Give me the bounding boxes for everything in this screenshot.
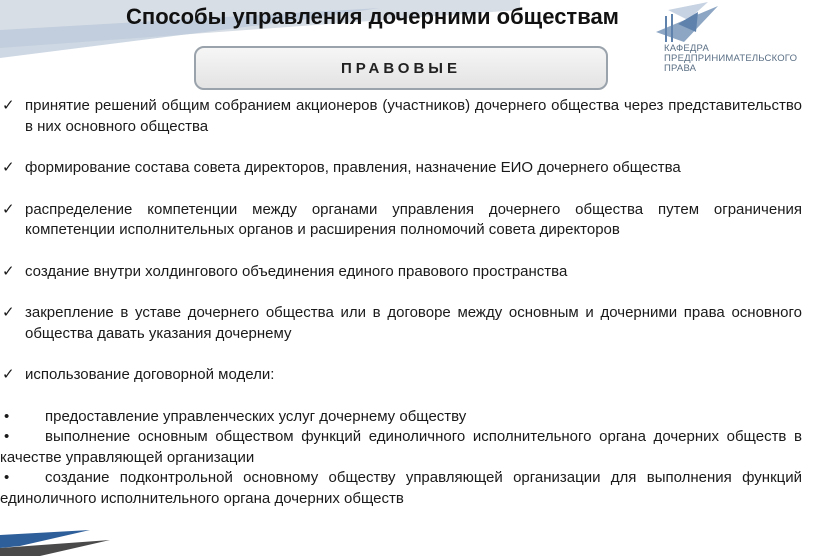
list-item-text: принятие решений общим собранием акционеров (участников) дочернего общества через представительство в них основного общества — [25, 97, 802, 135]
page-title: Способы управления дочерними обществам — [126, 4, 619, 29]
list-item-text: распределение компетенции между органами управления дочернего общества путем ограничения компетенции исполнительных органов и расширения полномочий совета директоров — [25, 200, 802, 238]
check-icon: ✓ — [2, 262, 15, 280]
check-icon: ✓ — [2, 159, 15, 176]
list-item — [0, 303, 802, 344]
bullet-icon: • — [4, 428, 10, 445]
list-item — [0, 96, 802, 137]
logo-line: КАФЕДРА — [664, 43, 709, 54]
sub-list-item — [0, 468, 802, 509]
sub-list-item — [0, 427, 802, 468]
list-item-text: формирование состава совета директоров, правления, назначение ЕИО дочернего общества — [25, 159, 681, 176]
bullet-icon: • — [4, 407, 10, 425]
list-item — [0, 200, 802, 241]
check-icon: ✓ — [2, 366, 15, 383]
logo-line: ПРАВА — [664, 63, 697, 74]
check-icon: ✓ — [2, 200, 15, 218]
sub-item-text: предоставление управленческих услуг дочернему обществу — [45, 407, 467, 425]
banner-label: ПРАВОВЫЕ — [341, 59, 461, 77]
list-item-text: создание внутри холдингового объединения единого правового пространства — [25, 262, 568, 280]
check-icon: ✓ — [2, 97, 15, 114]
methods-list — [0, 96, 802, 509]
section-banner — [194, 46, 608, 90]
list-item — [0, 158, 802, 179]
sub-item-text: создание подконтрольной основному обществу управляющей организации для выполнения функций единоличного исполнительного органа дочерних обществ — [0, 469, 802, 507]
list-item-text: закрепление в уставе дочернего общества или в договоре между основным и дочерними права основного общества давать указания дочернему — [25, 304, 802, 342]
list-item-text: использование договорной модели: — [25, 366, 275, 383]
logo-text — [664, 44, 797, 74]
logo-line: ПРЕДПРИНИМАТЕЛЬСКОГО — [664, 53, 798, 64]
sub-list-item — [0, 407, 802, 428]
list-item — [0, 262, 802, 283]
list-item — [0, 365, 802, 386]
check-icon: ✓ — [2, 304, 15, 321]
bullet-icon: • — [4, 469, 10, 486]
sub-item-text: выполнение основным обществом функций единоличного исполнительного органа дочерних обществ в качестве управляющей организации — [0, 428, 802, 466]
